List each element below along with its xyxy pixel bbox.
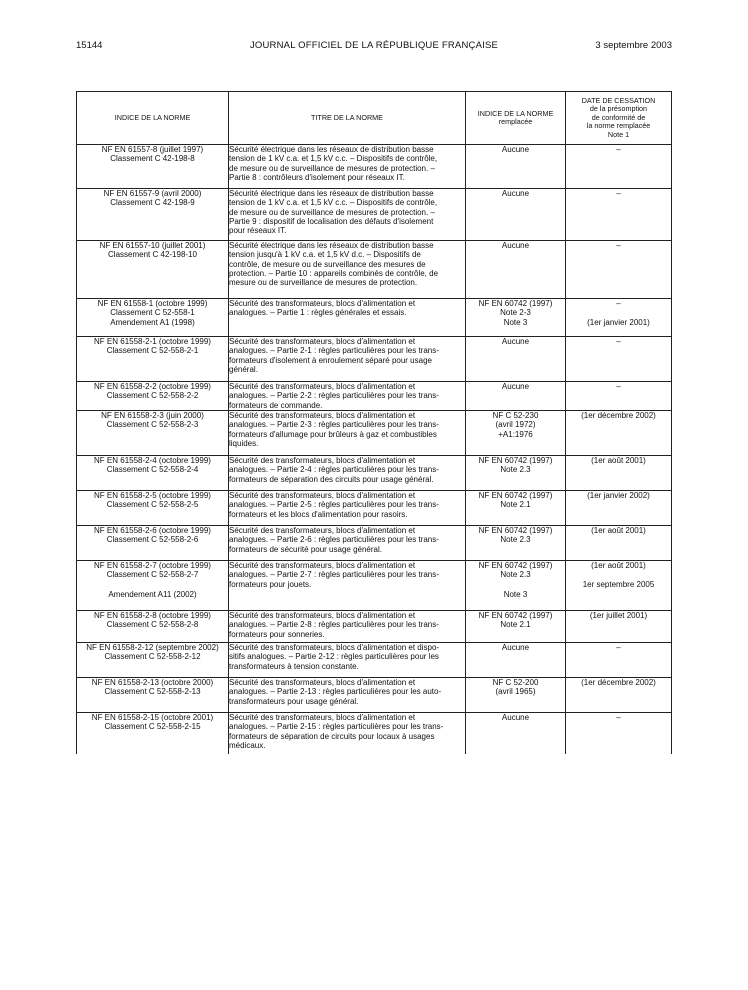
standards-table xyxy=(76,91,672,754)
cell-text-line: formateurs d'allumage pour brûleurs à gaz et combustibles xyxy=(229,429,437,439)
table-row xyxy=(77,411,672,456)
column-header-line: la norme remplacée xyxy=(586,121,651,131)
cell-text-line: Aucune xyxy=(501,643,530,652)
standard-index-cell xyxy=(77,678,229,713)
replaced-standard-cell xyxy=(466,526,566,561)
column-header-line: TITRE DE LA NORME xyxy=(311,112,383,122)
standard-title-cell xyxy=(229,241,466,299)
cell-text-line: Classement C 52-558-2-6 xyxy=(106,535,199,545)
cessation-date-cell xyxy=(566,713,672,755)
cell-text-line: tension jusqu'à 1 kV c.a. et 1,5 kV d.c. – Dispositifs de xyxy=(229,250,421,260)
standard-title-cell xyxy=(229,526,466,561)
cell-text-line: de mesure ou de surveillance de mesures de protection. – xyxy=(229,163,435,173)
replaced-standard-cell xyxy=(466,382,566,411)
cell-text-line: NF EN 61558-2-12 (septembre 2002) xyxy=(86,643,219,652)
cell-text-line: NF EN 61558-2-15 (octobre 2001) xyxy=(91,713,214,722)
cessation-date-cell xyxy=(566,382,672,411)
cell-text-line: contrôle, de mesure ou de surveillance des mesures de xyxy=(229,259,426,269)
cell-text-line: Sécurité des transformateurs, blocs d'alimentation et xyxy=(229,337,416,346)
standard-title-cell xyxy=(229,713,466,755)
table-row xyxy=(77,611,672,643)
cell-text-line: NF EN 60742 (1997) xyxy=(478,456,553,465)
replaced-standard-cell xyxy=(466,145,566,189)
standard-title-cell xyxy=(229,145,466,189)
cell-text-line: mesure ou de surveillance de mesures de protection. xyxy=(229,278,418,288)
cell-text-line: Aucune xyxy=(501,337,530,346)
cell-text-line: Sécurité électrique dans les réseaux de distribution basse xyxy=(229,189,434,198)
cell-text-line: Note 2.1 xyxy=(500,500,531,510)
cell-text-line: analogues. – Partie 2-8 : règles particulières pour les trans- xyxy=(229,620,439,630)
journal-title: JOURNAL OFFICIEL DE LA RÉPUBLIQUE FRANÇAISE xyxy=(249,40,499,51)
cell-text-line: Sécurité des transformateurs, blocs d'alimentation et xyxy=(229,411,416,420)
standard-title-cell xyxy=(229,611,466,643)
cell-text-line: Sécurité électrique dans les réseaux de distribution basse xyxy=(229,241,434,250)
cell-text-line: NF EN 60742 (1997) xyxy=(478,491,553,500)
cell-text-line: Aucune xyxy=(501,713,530,722)
cell-text-line: NF C 52-230 xyxy=(492,411,539,420)
table-row xyxy=(77,643,672,678)
table-row xyxy=(77,526,672,561)
standard-title-cell xyxy=(229,561,466,611)
cell-text-line: analogues. – Partie 2-6 : règles particulières pour les trans- xyxy=(229,535,439,545)
replaced-standard-cell xyxy=(466,299,566,337)
standard-index-cell xyxy=(77,411,229,456)
replaced-standard-cell xyxy=(466,189,566,241)
cell-text-line: Note 2-3 xyxy=(500,308,531,318)
cessation-date-cell xyxy=(566,643,672,678)
cell-text-line: Aucune xyxy=(501,382,530,391)
cell-text-line: Classement C 52-558-2-8 xyxy=(106,620,199,630)
column-header-line: INDICE DE LA NORME xyxy=(114,112,191,122)
cell-text-line: Classement C 52-558-2-12 xyxy=(104,652,201,662)
cell-text-line: analogues. – Partie 2-4 : règles particulières pour les trans- xyxy=(229,465,439,475)
cell-text-line: analogues. – Partie 1 : règles générales et essais. xyxy=(229,308,407,318)
replaced-standard-cell xyxy=(466,456,566,491)
standard-title-cell xyxy=(229,491,466,526)
cell-text-line: NF EN 60742 (1997) xyxy=(478,299,553,308)
cell-text-line: Sécurité des transformateurs, blocs d'alimentation et xyxy=(229,456,416,465)
standard-index-cell xyxy=(77,456,229,491)
cell-text-line: Amendement A11 (2002) xyxy=(108,589,197,599)
cell-text-line: sitifs analogues. – Partie 2-12 : règles particulières pour les xyxy=(229,652,439,662)
table-body xyxy=(77,145,672,755)
cell-text-line: Classement C 52-558-2-13 xyxy=(104,687,201,697)
standard-title-cell xyxy=(229,456,466,491)
column-header-line: DATE DE CESSATION xyxy=(581,95,656,105)
cell-text-line: Classement C 42-198-10 xyxy=(108,250,197,260)
replaced-standard-cell xyxy=(466,611,566,643)
cell-text-line: – xyxy=(616,643,621,652)
cell-text-line: médicaux. xyxy=(229,740,266,750)
replaced-standard-cell xyxy=(466,411,566,456)
cell-text-line: Note 3 xyxy=(503,589,528,599)
cell-text-line: NF EN 60742 (1997) xyxy=(478,526,553,535)
cell-text-line: transformateurs à tension constante. xyxy=(229,661,359,671)
standard-index-cell xyxy=(77,337,229,382)
cessation-date-cell xyxy=(566,241,672,299)
cell-text-line: Classement C 52-558-2-2 xyxy=(106,391,199,401)
cell-text-line: Classement C 52-558-2-5 xyxy=(106,500,199,510)
cell-text-line: Classement C 42-198-8 xyxy=(110,154,195,164)
standard-title-cell xyxy=(229,382,466,411)
cessation-date-cell xyxy=(566,337,672,382)
replaced-standard-cell xyxy=(466,337,566,382)
cell-text-line: Sécurité des transformateurs, blocs d'alimentation et xyxy=(229,713,416,722)
table-row xyxy=(77,456,672,491)
cell-text-line: Classement C 52-558-1 xyxy=(110,308,195,318)
cessation-date-cell xyxy=(566,411,672,456)
cessation-date-cell xyxy=(566,145,672,189)
standard-title-cell xyxy=(229,337,466,382)
cell-text-line: Amendement A1 (1998) xyxy=(110,317,195,327)
column-header-line: INDICE DE LA NORME xyxy=(477,108,554,118)
standard-index-cell xyxy=(77,241,229,299)
replaced-standard-cell xyxy=(466,678,566,713)
cell-text-line: formateurs de commande. xyxy=(229,400,323,410)
cell-text-line: (1er décembre 2002) xyxy=(581,678,656,687)
cell-text-line: NF EN 61558-2-7 (octobre 1999) xyxy=(94,561,211,570)
cell-text-line: NF EN 61558-2-5 (octobre 1999) xyxy=(94,491,211,500)
cell-text-line: formateurs de séparation de circuits pour locaux à usages xyxy=(229,731,435,741)
cessation-date-cell xyxy=(566,611,672,643)
table-row xyxy=(77,561,672,611)
cell-spacer xyxy=(566,570,671,580)
standard-index-cell xyxy=(77,561,229,611)
cell-text-line: (1er juillet 2001) xyxy=(589,611,648,620)
cell-text-line: protection. – Partie 10 : appareils combinés de contrôle, de xyxy=(229,268,439,278)
column-header-replaced-standard xyxy=(466,92,566,145)
standard-index-cell xyxy=(77,145,229,189)
cell-text-line: NF EN 61558-2-6 (octobre 1999) xyxy=(94,526,211,535)
column-header-line: de conformité de xyxy=(591,112,646,122)
cell-text-line: – xyxy=(616,241,621,250)
cell-text-line: pour réseaux IT. xyxy=(229,226,287,236)
cell-text-line: Sécurité des transformateurs, blocs d'alimentation et xyxy=(229,382,416,391)
cell-spacer xyxy=(77,580,228,590)
column-header-line: remplacée xyxy=(498,117,533,126)
cell-text-line: NF EN 61558-2-13 (octobre 2000) xyxy=(91,678,214,687)
cell-text-line: – xyxy=(616,713,621,722)
cell-text-line: de mesure ou de surveillance de mesures de protection. – xyxy=(229,207,435,217)
cell-text-line: NF EN 61557-9 (avril 2000) xyxy=(103,189,202,198)
table-row xyxy=(77,241,672,299)
column-header-line: Note 1 xyxy=(607,129,630,139)
standard-title-cell xyxy=(229,643,466,678)
column-header-standard-index xyxy=(77,92,229,145)
cell-text-line: analogues. – Partie 2-1 : règles particulières pour les trans- xyxy=(229,346,439,356)
cell-text-line: Note 2.3 xyxy=(500,570,531,580)
cell-text-line: Aucune xyxy=(501,189,530,198)
cessation-date-cell xyxy=(566,456,672,491)
cell-text-line: – xyxy=(616,189,621,198)
cell-spacer xyxy=(566,308,671,318)
cell-text-line: Sécurité des transformateurs, blocs d'alimentation et xyxy=(229,491,416,500)
cell-spacer xyxy=(466,580,565,590)
cell-text-line: NF EN 60742 (1997) xyxy=(478,561,553,570)
cell-text-line: analogues. – Partie 2-3 : règles particulières pour les trans- xyxy=(229,420,439,430)
replaced-standard-cell xyxy=(466,561,566,611)
page-number: 15144 xyxy=(76,40,103,51)
standard-title-cell xyxy=(229,299,466,337)
cell-text-line: analogues. – Partie 2-13 : règles particulières pour les auto- xyxy=(229,687,442,697)
column-header-cessation-date xyxy=(566,92,672,145)
cessation-date-cell xyxy=(566,189,672,241)
replaced-standard-cell xyxy=(466,643,566,678)
cell-text-line: Partie 9 : dispositif de localisation des défauts d'isolement xyxy=(229,216,434,226)
cell-text-line: Classement C 52-558-2-4 xyxy=(106,465,199,475)
cell-text-line: NF EN 60742 (1997) xyxy=(478,611,553,620)
cell-text-line: (1er août 2001) xyxy=(591,456,646,465)
standard-index-cell xyxy=(77,713,229,755)
cell-text-line: – xyxy=(616,382,621,391)
cell-text-line: Sécurité des transformateurs, blocs d'alimentation et xyxy=(229,611,416,620)
cell-text-line: général. xyxy=(229,364,258,374)
cell-text-line: analogues. – Partie 2-15 : règles particulières pour les trans- xyxy=(229,722,444,732)
cell-text-line: tension de 1 kV c.a. et 1,5 kV c.c. – Dispositifs de contrôle, xyxy=(229,154,438,164)
table-row xyxy=(77,299,672,337)
table-row xyxy=(77,337,672,382)
cell-text-line: tension de 1 kV c.a. et 1,5 kV c.c. – Dispositifs de contrôle, xyxy=(229,198,438,208)
standard-index-cell xyxy=(77,299,229,337)
cessation-date-cell xyxy=(566,678,672,713)
replaced-standard-cell xyxy=(466,713,566,755)
replaced-standard-cell xyxy=(466,241,566,299)
cell-text-line: NF EN 61558-2-8 (octobre 1999) xyxy=(94,611,211,620)
cell-text-line: Classement C 42-198-9 xyxy=(110,198,195,208)
table-row xyxy=(77,678,672,713)
cell-text-line: Sécurité des transformateurs, blocs d'alimentation et xyxy=(229,299,416,308)
cell-text-line: 1er septembre 2005 xyxy=(582,580,655,590)
cell-text-line: Note 2.3 xyxy=(500,535,531,545)
cell-text-line: formateurs de séparation des circuits pour usage général. xyxy=(229,474,434,484)
cell-text-line: – xyxy=(616,337,621,346)
cell-text-line: Classement C 52-558-2-1 xyxy=(106,346,199,356)
cell-text-line: (1er janvier 2002) xyxy=(587,491,650,500)
cessation-date-cell xyxy=(566,526,672,561)
cessation-date-cell xyxy=(566,491,672,526)
cell-text-line: Sécurité des transformateurs, blocs d'alimentation et xyxy=(229,526,416,535)
cell-text-line: – xyxy=(616,145,621,154)
cell-text-line: NF EN 61558-2-2 (octobre 1999) xyxy=(94,382,211,391)
cell-text-line: Classement C 52-558-2-7 xyxy=(106,570,199,580)
cell-text-line: (avril 1972) xyxy=(495,420,536,430)
cell-text-line: NF EN 61558-1 (octobre 1999) xyxy=(97,299,208,308)
cell-text-line: NF EN 61557-8 (juillet 1997) xyxy=(101,145,204,154)
table-row xyxy=(77,491,672,526)
cell-text-line: Sécurité des transformateurs, blocs d'alimentation et xyxy=(229,561,416,570)
cell-text-line: Sécurité des transformateurs, blocs d'alimentation et dispo- xyxy=(229,643,440,652)
cell-text-line: (avril 1965) xyxy=(495,687,536,697)
table-row xyxy=(77,189,672,241)
cell-text-line: Note 2.1 xyxy=(500,620,531,630)
standard-title-cell xyxy=(229,189,466,241)
cell-text-line: NF EN 61558-2-1 (octobre 1999) xyxy=(94,337,211,346)
cell-text-line: Sécurité des transformateurs, blocs d'alimentation et xyxy=(229,678,416,687)
cell-text-line: analogues. – Partie 2-2 : règles particulières pour les trans- xyxy=(229,391,439,401)
column-header-standard-title xyxy=(229,92,466,145)
cell-text-line: formateurs et les blocs d'alimentation pour rasoirs. xyxy=(229,509,408,519)
cell-text-line: Note 3 xyxy=(503,317,528,327)
cell-text-line: NF C 52-200 xyxy=(492,678,539,687)
cell-text-line: liquides. xyxy=(229,438,259,448)
cell-text-line: (1er août 2001) xyxy=(591,526,646,535)
column-header-line: de la présomption xyxy=(589,104,648,114)
cell-text-line: formateurs d'isolement à enroulement séparé pour usage xyxy=(229,355,432,365)
cell-text-line: NF EN 61558-2-4 (octobre 1999) xyxy=(94,456,211,465)
standard-index-cell xyxy=(77,643,229,678)
table-row xyxy=(77,145,672,189)
cell-text-line: +A1:1976 xyxy=(498,429,533,439)
cell-text-line: – xyxy=(616,299,621,308)
standard-title-cell xyxy=(229,411,466,456)
cell-text-line: NF EN 61557-10 (juillet 2001) xyxy=(99,241,206,250)
table-row xyxy=(77,382,672,411)
standard-index-cell xyxy=(77,382,229,411)
cell-text-line: Classement C 52-558-2-3 xyxy=(106,420,199,430)
replaced-standard-cell xyxy=(466,491,566,526)
cell-text-line: formateurs de sécurité pour usage général. xyxy=(229,544,382,554)
cell-text-line: NF EN 61558-2-3 (juin 2000) xyxy=(101,411,204,420)
cell-text-line: Aucune xyxy=(501,145,530,154)
cell-text-line: Sécurité électrique dans les réseaux de distribution basse xyxy=(229,145,434,154)
cell-text-line: transformateurs pour usage général. xyxy=(229,696,359,706)
cell-text-line: Partie 8 : contrôleurs d'isolement pour réseaux IT. xyxy=(229,172,405,182)
table-header-row xyxy=(77,92,672,145)
table-row xyxy=(77,713,672,755)
standard-index-cell xyxy=(77,491,229,526)
standard-index-cell xyxy=(77,189,229,241)
cell-text-line: (1er août 2001) xyxy=(591,561,646,570)
cell-text-line: Note 2.3 xyxy=(500,465,531,475)
cell-text-line: Classement C 52-558-2-15 xyxy=(104,722,201,732)
standard-index-cell xyxy=(77,611,229,643)
cell-text-line: (1er janvier 2001) xyxy=(587,318,650,328)
publication-date: 3 septembre 2003 xyxy=(595,40,672,51)
cessation-date-cell xyxy=(566,561,672,611)
cessation-date-cell xyxy=(566,299,672,337)
cell-text-line: analogues. – Partie 2-7 : règles particulières pour les trans- xyxy=(229,570,439,580)
cell-text-line: formateurs pour sonneries. xyxy=(229,629,325,639)
cell-text-line: analogues. – Partie 2-5 : règles particulières pour les trans- xyxy=(229,500,439,510)
cell-text-line: (1er décembre 2002) xyxy=(581,411,656,420)
standard-title-cell xyxy=(229,678,466,713)
standard-index-cell xyxy=(77,526,229,561)
cell-text-line: Aucune xyxy=(501,241,530,250)
cell-text-line: formateurs pour jouets. xyxy=(229,579,312,589)
